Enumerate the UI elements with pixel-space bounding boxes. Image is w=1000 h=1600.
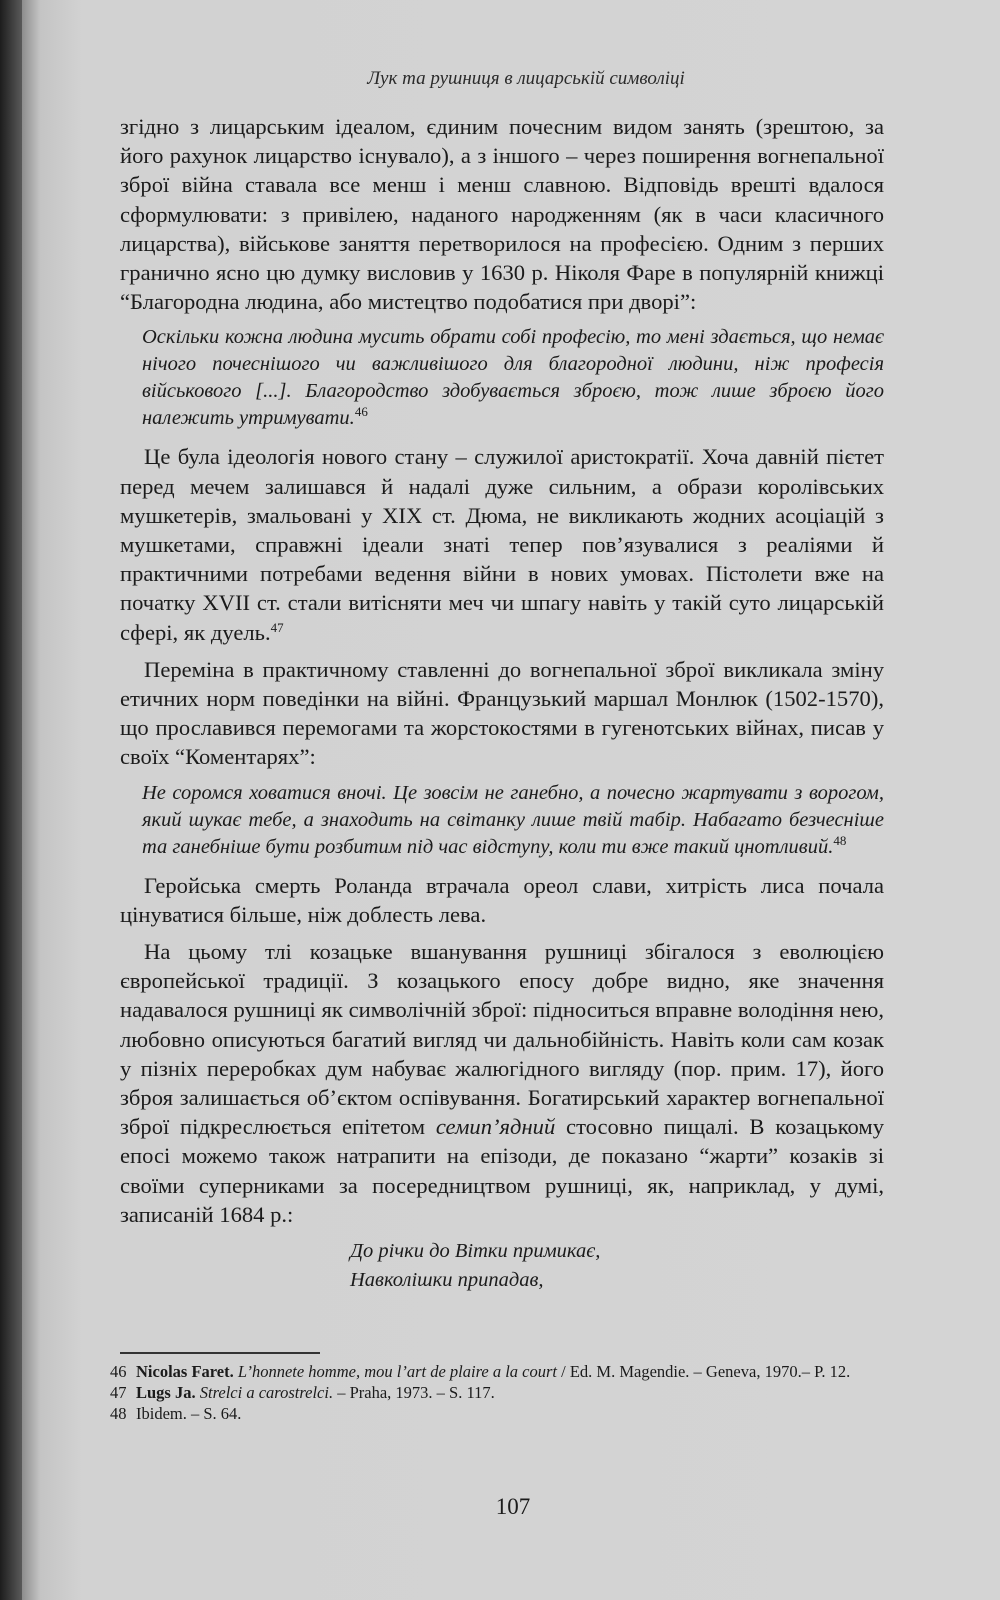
footnote-separator	[120, 1352, 320, 1354]
footnote-ref-46[interactable]: 46	[354, 404, 368, 420]
paragraph-3-text: Переміна в практичному ставленні до вогнепальної зброї викликала зміну етичних норм поведінки на війні. Французький маршал Монлюк (1502-1570), що прославився перемогами та жорстокостями в гугенотських війнах, писав у своїх “Коментарях”:	[120, 656, 884, 770]
book-page	[22, 0, 1000, 1600]
paragraph-5	[120, 937, 884, 1229]
paragraph-5-italic-term: семип’ядний	[435, 1114, 556, 1140]
footnotes	[110, 1362, 890, 1425]
footnote-author: Nicolas Faret.	[136, 1362, 234, 1381]
footnote-title: Strelci a carostrelci.	[199, 1383, 334, 1402]
footnote-author: Lugs Ja.	[136, 1383, 196, 1402]
paragraph-2-text: Це була ідеологія нового стану – служилої аристократії. Хоча давній пієтет перед мечем залишався й надалі дуже сильним, а образи королівських мушкетерів, змальовані у XIX ст. Дюма, не викликають жодних асоціацій з мушкетами, справжні ідеали знаті тепер пов’язувалися з реаліями й практичними потребами ведення війни в нових умовах. Пістолети вже на початку XVII ст. стали витісняти меч чи шпагу навіть у такій суто лицарській сфері, як дуель.	[120, 444, 884, 645]
verse-line-1: До річки до Вітки примикає,	[350, 1240, 601, 1263]
paragraph-1-text: згідно з лицарським ідеалом, єдиним почесним видом занять (зрештою, за його рахунок лицарство існувало), а з іншого – через поширення вогнепальної зброї війна ставала все менш і менш славною. Відповідь врешті вдалося сформулювати: з привілею, наданого народженням (як в часи класичного лицарства), військове заняття перетворилося на професією. Одним з перших гранично ясно цю думку висловив у 1630 р. Ніколя Фаре в популярній книжці “Благородна людина, або мистецтво подобатися при дворі”:	[120, 114, 884, 315]
book-gutter-shadow	[0, 0, 22, 1600]
block-quote-faret	[142, 324, 884, 432]
footnote-details: – Praha, 1973. – S. 117.	[333, 1383, 495, 1402]
footnote-ref-48[interactable]: 48	[833, 832, 847, 848]
page-number: 107	[495, 1494, 531, 1519]
quote-1-text: Оскільки кожна людина мусить обрати собі професію, то мені здається, що немає нічого почеснішого чи важливішого для благородної людини, ніж професія військового [...]. Благородство здобувається зброєю, тож лише зброєю його належить утримувати.	[142, 326, 884, 430]
running-head: Лук та рушниця в лицарській символіці	[367, 68, 685, 89]
verse-quote	[350, 1237, 884, 1295]
footnote-47	[110, 1383, 890, 1403]
footnote-details: / Ed. M. Magendie. – Geneva, 1970.– P. 12.	[557, 1362, 851, 1381]
footnote-details: Ibidem. – S. 64.	[136, 1404, 242, 1423]
paragraph-2	[120, 442, 884, 646]
footnote-text	[136, 1383, 495, 1403]
paragraph-1	[120, 112, 884, 316]
footnote-number: 47	[110, 1383, 127, 1402]
paragraph-5-text-b: стосовно пищалі. В козацькому епосі можемо також натрапити на епізоди, де показано “жарти” козаків зі своїми суперниками за посередництвом рушниці, як, наприклад, у думі, записаній 1684 р.:	[120, 1114, 884, 1227]
paragraph-4-text: Геройська смерть Роланда втрачала ореол слави, хитрість лиса почала цінуватися більше, ніж доблесть лева.	[120, 872, 884, 927]
footnote-title: L’honnete homme, mou l’art de plaire a la court	[237, 1362, 557, 1381]
footnote-number: 48	[110, 1404, 127, 1423]
quote-2-text: Не соромся ховатися вночі. Це зовсім не ганебно, а почесно жартувати з ворогом, який шукає тебе, а знаходить на світанку лише твій табір. Набагато безчесніше та ганебніше бути розбитим під час відступу, коли ти вже такий цнотливий.	[142, 781, 884, 858]
footnote-text	[136, 1404, 241, 1424]
footnote-ref-47[interactable]: 47	[270, 619, 284, 635]
block-quote-monluc	[142, 780, 884, 861]
paragraph-5-text-a: На цьому тлі козацьке вшанування рушниці збігалося з еволюцією європейської традиції. З козацького епосу добре видно, яке значення надавалося рушниці як символічній зброї: підноситься вправне володіння нею, любовно описуються багатий вигляд чи дальнобійність. Навіть коли сам козак у пізніх переробках дум набуває жалюгідного вигляду (пор. прим. 17), його зброя залишається об’єктом оспівування. Богатирський характер вогнепальної зброї підкреслюється епітетом	[120, 939, 884, 1140]
footnote-48	[110, 1404, 890, 1424]
paragraph-4	[120, 871, 884, 929]
footnote-text	[136, 1362, 850, 1382]
body-text	[120, 112, 884, 1295]
footnote-46	[110, 1362, 890, 1382]
verse-line-2: Навколішки припадав,	[350, 1269, 544, 1292]
footnote-number: 46	[110, 1362, 127, 1381]
paragraph-3	[120, 655, 884, 772]
